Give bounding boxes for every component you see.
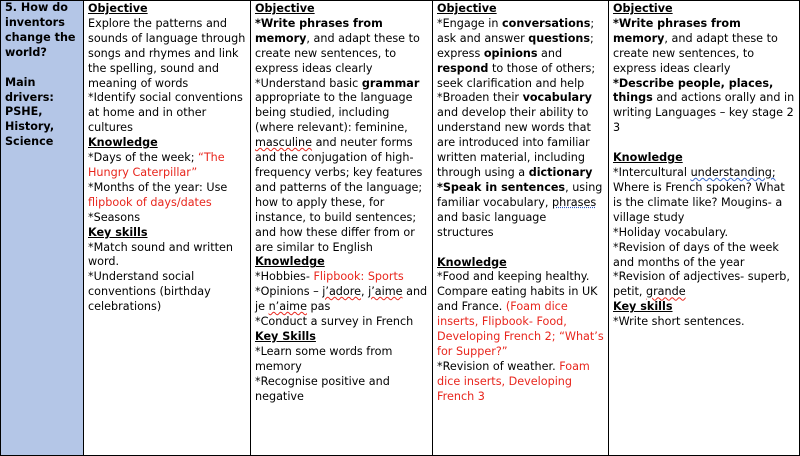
objective-heading: Objective [255,2,315,15]
objective-heading: Objective [88,2,148,15]
resource-note: Foam dice inserts, Developing French 3 [437,359,590,403]
objective-text: *Write phrases from memory, and adapt these to create new sentences, to express ideas clearly [613,16,778,75]
skill-item: *Match sound and written word. [88,240,234,269]
skill-item: *Learn some words from memory [255,344,393,373]
knowledge-heading: Knowledge [88,136,158,150]
skill-item: *Understand social conventions (birthday celebrations) [88,270,211,314]
objective-text: *Speak in sentences, using familiar vocabulary, phrases and basic language structures [437,180,603,239]
objective-text: *Write phrases from memory, and adapt these to create new sentences, to express ideas clearly [255,16,420,75]
knowledge-item: *Months of the year: Use flipbook of days/dates [88,180,228,209]
knowledge-item: *Hobbies- Flipbook: Sports [255,270,404,284]
column-1 [84,1,251,456]
resource-note: flipbook of days/dates [88,195,212,209]
skill-item: *Write short sentences. [613,315,745,329]
key-skills-heading: Key skills [613,300,673,314]
objective-text: *Engage in conversations; ask and answer questions; express opinions and respond to those of others; seek clarification and help [437,16,596,90]
driver-cell [1,1,84,456]
objective-text: *Identify social conventions at home and in other cultures [88,91,243,135]
resource-note: (Foam dice inserts, Flipbook- Food, Developing French 2; “What’s for Supper?” [437,300,604,358]
knowledge-item: *Days of the week; “The Hungry Caterpillar” [88,151,225,179]
column-4 [609,1,800,456]
objective-text: Explore the patterns and sounds of language through songs and rhymes and link the spelling, sound and meaning of words [88,16,246,90]
column-3 [433,1,609,456]
unit-question: 5. How do inventors change the world? [5,1,76,59]
resource-note: Flipbook: Sports [313,270,404,284]
knowledge-item: *Holiday vocabulary. [613,225,729,239]
objective-text: *Describe people, places, things and actions orally and in writing Languages – key stage 2 3 [613,76,795,135]
knowledge-heading: Knowledge [613,151,683,165]
objective-text: *Understand basic grammar appropriate to the language being studied, including (where relevant): feminine, masculine and neuter forms and the conjugation of high-frequency verbs; key features and patterns of the language; how to apply these, for instance, to build sentences; and how these differ from or are similar to English [255,76,423,254]
knowledge-item: *Conduct a survey in French [255,315,414,329]
key-skills-heading: Key Skills [255,329,316,343]
knowledge-heading: Knowledge [437,255,507,269]
resource-note: “The Hungry Caterpillar” [88,151,225,179]
key-skills-heading: Key skills [88,225,148,239]
knowledge-item: *Seasons [88,210,141,224]
main-drivers: Main drivers: PSHE, History, Science [5,75,55,149]
objective-heading: Objective [437,2,497,15]
knowledge-item: *Revision of adjectives- superb, petit, grande [613,270,790,299]
knowledge-item: *Food and keeping healthy. Compare eating habits in UK and France. (Foam dice inserts, Flipbook- Food, Developing French 2; “What’s for Supper?” [437,270,604,358]
knowledge-item: *Revision of days of the week and months of the year [613,240,779,269]
knowledge-heading: Knowledge [255,255,325,269]
knowledge-item: *Opinions – j’adore, j’aime and je n’aime pas [255,285,428,314]
objective-heading: Objective [613,2,673,15]
skill-item: *Recognise positive and negative [255,374,390,403]
objective-text: *Broaden their vocabulary and develop their ability to understand new words that are introduced into familiar written material, including through using a dictionary [437,91,593,179]
knowledge-item: *Intercultural understanding; Where is French spoken? What is the climate like? Mougins- a village study [613,166,785,224]
column-2 [251,1,433,456]
knowledge-item: *Revision of weather. Foam dice inserts, Developing French 3 [437,359,590,403]
